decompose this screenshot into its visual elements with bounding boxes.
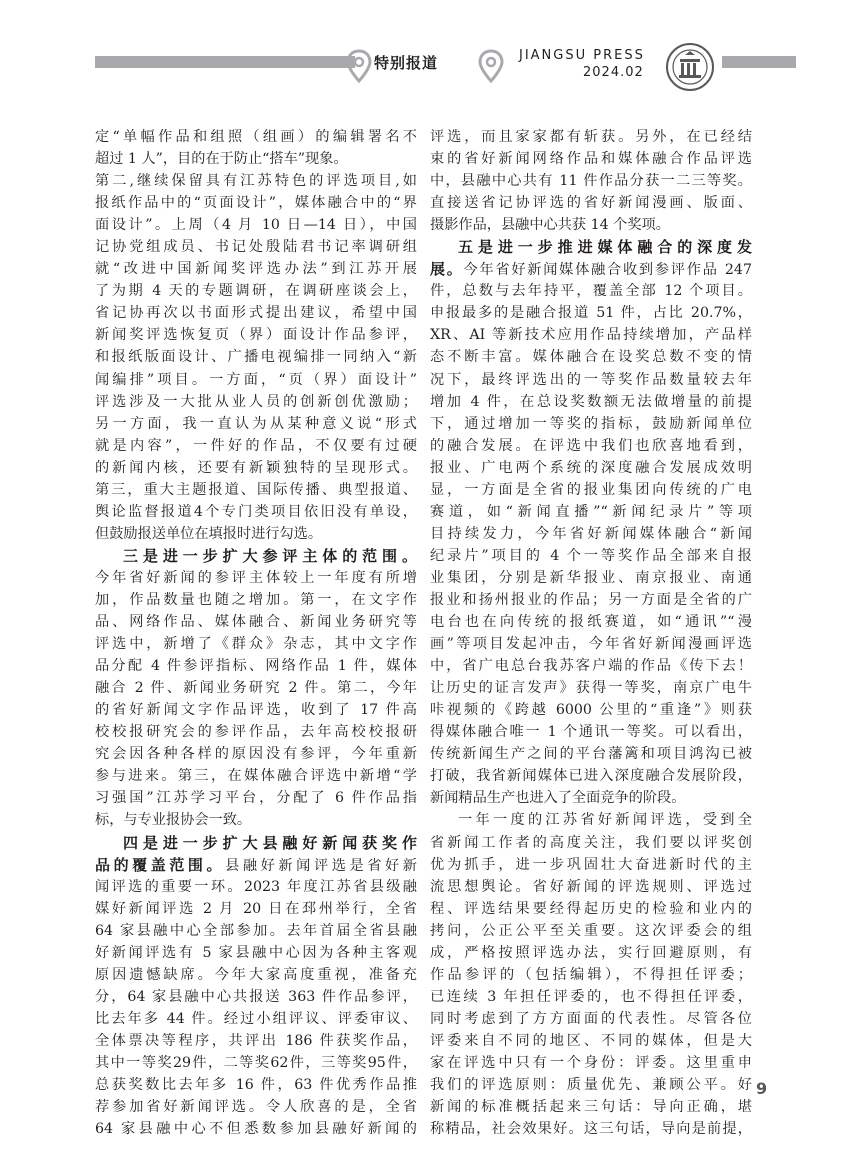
text-line: 直接送省记协评选的省好新闻漫画、版面、: [430, 195, 752, 212]
text-line: 的省好新闻文字作品评选，收到了 17 件高: [95, 702, 417, 719]
text-line: 总获奖数比去年多 16 件，63 件优秀作品推: [95, 1077, 417, 1094]
text-line: 省新闻工作者的高度关注，我们要以评奖创: [430, 834, 752, 851]
text-line: 融合 2 件、新闻业务研究 2 件。第二，今年: [95, 680, 417, 697]
text-line: 让历史的证言发声》获得一等奖，南京广电牛: [430, 680, 752, 697]
text-line: 画”等项目发起冲击，今年省好新闻漫画评选: [430, 636, 752, 653]
text-line: 省记协再次以书面形式提出建议，希望中国: [95, 305, 417, 322]
text-line: 申报最多的是融合报道 51 件，占比 20.7%，: [430, 305, 752, 322]
press-emblem-icon: [665, 42, 715, 92]
magazine-title: JIANGSU PRESS: [519, 48, 645, 63]
text-line: [95, 854, 417, 876]
text-line: 赛道，如“新闻直播”“新闻纪录片”等项: [430, 503, 752, 520]
text-line: 态不断丰富。媒体融合在设奖总数不变的情: [430, 349, 752, 366]
text-line: 中，县融中心共有 11 件作品分获一二三等奖。: [430, 173, 752, 190]
text-line: 报纸作品中的“页面设计”，媒体融合中的“界: [95, 195, 417, 212]
right-column: [430, 126, 752, 1140]
text-line: 闻编排”项目。一方面，“页（界）面设计”: [95, 371, 417, 388]
text-line: 已连续 3 年担任评委的，也不得担任评委，: [430, 988, 752, 1005]
map-pin-icon: [478, 49, 504, 83]
text-line: 我们的评选原则：质量优先、兼顾公平。好: [430, 1077, 752, 1094]
map-pin-icon: [346, 49, 372, 83]
text-line: 报业、广电两个系统的深度融合发展成效明: [430, 459, 752, 476]
text-line: 同时考虑到了方方面面的代表性。尽管各位: [430, 1010, 752, 1027]
text-line: 咔视频的《跨越 6000 公里的“重逢”》则获: [430, 702, 752, 719]
text-line: 束的省好新闻网络作品和媒体融合作品评选: [430, 151, 752, 168]
text-line: 品分配 4 件参评指标、网络作品 1 件，媒体: [95, 658, 417, 675]
text-line: 中，省广电总台我苏客户端的作品《传下去！: [430, 658, 752, 675]
text-line: 况下，最终评选出的一等奖作品数量较去年: [430, 371, 752, 388]
text-line: 原因遗憾缺席。今年大家高度重视，准备充: [95, 966, 417, 983]
text-line: 参与进来。第三，在媒体融合评选中新增“学: [95, 768, 417, 785]
text-line: 其中一等奖29件，二等奖62件，三等奖95件，: [95, 1054, 417, 1071]
text-line: 新闻的标准概括起来三句话：导向正确，堪: [430, 1099, 752, 1116]
text-line: 记协党组成员、书记处殷陆君书记率调研组: [95, 239, 417, 256]
text-line: 好新闻评选有 5 家县融中心因为各种主客观: [95, 944, 417, 961]
text-line: 的新闻内核，还要有新颖独特的呈现形式。: [95, 459, 417, 476]
text-line: 校校报研究会的参评作品，去年高校校报研: [95, 724, 417, 741]
section-heading: 四是进一步扩大县融好新闻获奖作: [123, 833, 417, 852]
text-line: 一年一度的江苏省好新闻评选，受到全: [458, 812, 752, 829]
text-line: 拷问，公正公平至关重要。这次评委会的组: [430, 922, 752, 939]
text-line: 下，通过增加一等奖的指标，鼓励新闻单位: [430, 415, 752, 432]
section-heading: 展。: [430, 260, 464, 279]
text-line: 面设计”。上周（4 月 10 日—14 日），中国: [95, 217, 417, 234]
issue-date: 2024.02: [583, 65, 644, 80]
text-line: 第二,继续保留具有江苏特色的评选项目,如: [95, 173, 417, 190]
text-line: 加，作品数量也随之增加。第一，在文字作: [95, 591, 417, 608]
text-line: 习强国”江苏学习平台，分配了 6 件作品指: [95, 790, 417, 807]
text-line: 新闻精品生产也进入了全面竞争的阶段。: [430, 790, 686, 807]
page-number: 9: [756, 1079, 768, 1098]
section-heading: 五是进一步推进媒体融合的深度发: [458, 238, 752, 257]
header-rule-left: [95, 56, 355, 68]
text-line: 评委来自不同的地区、不同的媒体，但是大: [430, 1032, 752, 1049]
text-line: 纪录片”项目的 4 个一等奖作品全部来自报: [430, 547, 752, 564]
text-line: 的融合发展。在评选中我们也欣喜地看到，: [430, 437, 752, 454]
text-line: 新闻奖评选恢复页（界）面设计作品参评，: [95, 327, 417, 344]
text-line: 得媒体融合唯一 1 个通讯一等奖。可以看出，: [430, 724, 752, 741]
text-line: 业集团，分别是新华报业、南京报业、南通: [430, 569, 752, 586]
text-line: 和报纸版面设计、广播电视编排一同纳入“新: [95, 349, 417, 366]
text-line: 摄影作品，县融中心共获 14 个奖项。: [430, 217, 670, 234]
text-line: 电台也在向传统的报纸赛道，如“通讯”“漫: [430, 614, 752, 631]
text-line: 比去年多 44 件。经过小组评议、评委审议、: [95, 1010, 417, 1027]
header-rule-right: [722, 56, 796, 68]
text-line: 舆论监督报道4个专门类项目依旧没有单设，: [95, 503, 417, 520]
left-column: [95, 126, 417, 1140]
text-line: 报业和扬州报业的作品；另一方面是全省的广: [430, 591, 752, 608]
text-line: 64 家县融中心全部参加。去年首届全省县融: [95, 922, 417, 939]
text-line: 流思想舆论。省好新闻的评选规则、评选过: [430, 878, 752, 895]
section-heading: 品的覆盖范围。: [95, 855, 226, 874]
text-run: 县融好新闻评选是省好新: [225, 857, 417, 874]
text-line: 但鼓励报送单位在填报时进行勾选。: [95, 525, 323, 542]
text-line: 显，一方面是全省的报业集团向传统的广电: [430, 481, 752, 498]
text-line: 标，与专业报协会一致。: [95, 812, 252, 829]
text-line: 定“单幅作品和组照（组画）的编辑署名不: [95, 129, 417, 145]
text-line: 另一方面，我一直认为从某种意义说“形式: [95, 415, 417, 432]
text-line: 闻评选的重要一环。2023 年度江苏省县级融: [95, 878, 417, 895]
text-line: 作品参评的（包括编辑），不得担任评委；: [430, 966, 752, 983]
text-line: 64 家县融中心不但悉数参加县融好新闻的: [95, 1121, 417, 1138]
text-line: 荐参加省好新闻评选。令人欣喜的是，全省: [95, 1099, 417, 1116]
text-line: 打破，我省新闻媒体已进入深度融合发展阶段，: [430, 768, 752, 785]
text-line: [430, 258, 752, 280]
text-line: 优为抓手，进一步巩固壮大奋进新时代的主: [430, 856, 752, 873]
text-run: 今年省好新闻媒体融合收到参评作品 247: [463, 262, 752, 279]
text-line: 媒好新闻评选 2 月 20 日在邳州举行，全省: [95, 900, 417, 917]
text-line: 件，总数与去年持平，覆盖全部 12 个项目。: [430, 283, 752, 300]
text-line: 评选中，新增了《群众》杂志，其中文字作: [95, 636, 417, 653]
text-line: 程、评选结果要经得起历史的检验和业内的: [430, 900, 752, 917]
text-line: 今年省好新闻的参评主体较上一年度有所增: [95, 569, 417, 586]
text-line: 第三，重大主题报道、国际传播、典型报道、: [95, 481, 417, 498]
text-line: 称精品，社会效果好。这三句话，导向是前提，: [430, 1121, 752, 1138]
text-line: 就“改进中国新闻奖评选办法”到江苏开展: [95, 261, 417, 278]
text-line: 评选涉及一大批从业人员的创新创优激励；: [95, 393, 417, 410]
text-line: 成，严格按照评选办法，实行回避原则，有: [430, 944, 752, 961]
text-line: 增加 4 件，在总设奖数额无法做增量的前提: [430, 393, 752, 410]
text-line: 传统新闻生产之间的平台藩篱和项目鸿沟已被: [430, 746, 752, 763]
text-line: 目持续发力，今年省好新闻媒体融合“新闻: [430, 525, 752, 542]
text-line: 了为期 4 天的专题调研，在调研座谈会上，: [95, 283, 417, 300]
text-line: 就是内容”，一件好的作品，不仅要有过硬: [95, 437, 417, 454]
text-line: 超过 1 人”，目的在于防止“搭车”现象。: [95, 151, 348, 168]
text-line: XR、AI 等新技术应用作品持续增加，产品样: [430, 327, 752, 344]
text-line: 分，64 家县融中心共报送 363 件作品参评，: [95, 988, 417, 1005]
text-line: 品、网络作品、媒体融合、新闻业务研究等: [95, 614, 417, 631]
text-line: 家在评选中只有一个身份：评委。这里重申: [430, 1054, 752, 1071]
section-title: 特别报道: [374, 54, 439, 72]
section-heading: 三是进一步扩大参评主体的范围。: [123, 546, 417, 565]
text-line: 全体票决等程序，共评出 186 件获奖作品，: [95, 1032, 417, 1049]
text-line: 评选，而且家家都有斩获。另外，在已经结: [430, 129, 752, 145]
text-line: 究会因各种各样的原因没有参评，今年重新: [95, 746, 417, 763]
